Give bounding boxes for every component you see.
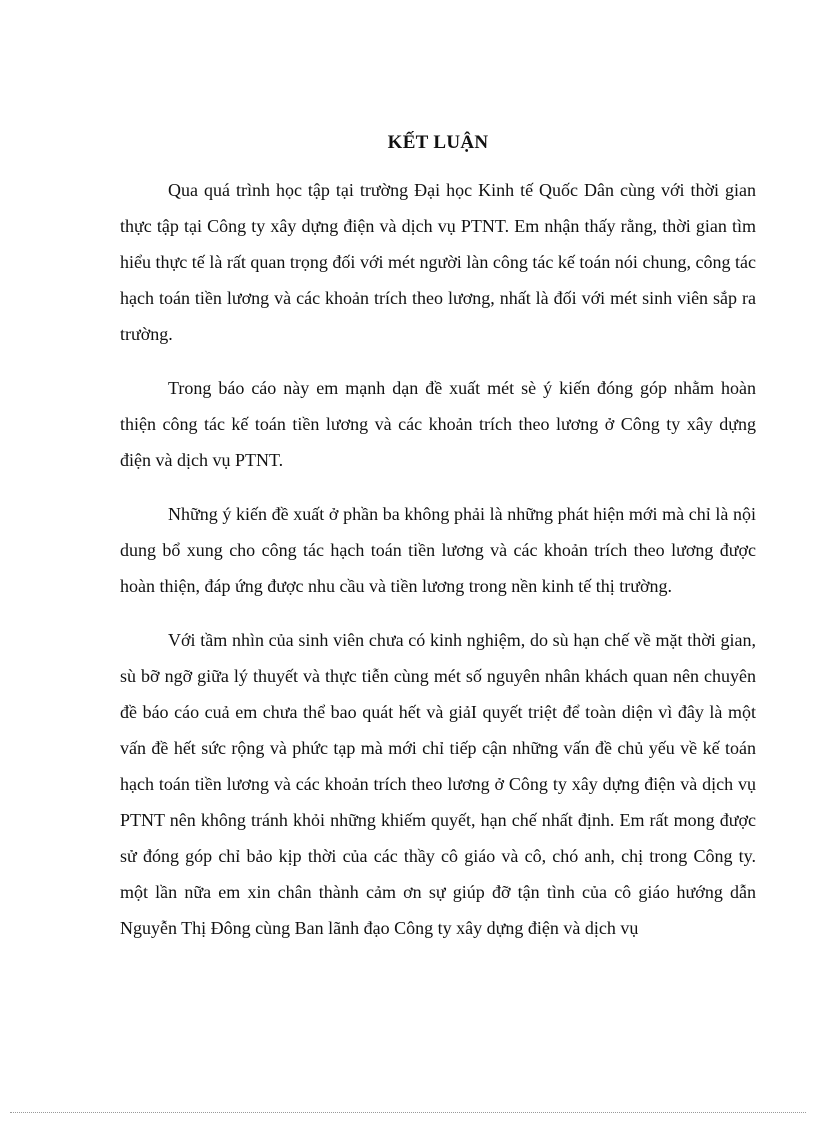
page-bottom-divider xyxy=(10,1112,806,1113)
page-title: KẾT LUẬN xyxy=(387,132,489,153)
document-body xyxy=(120,132,756,964)
paragraph-3: Những ý kiến đề xuất ở phần ba không phải là những phát hiện mới mà chỉ là nội dung bổ xung cho công tác hạch toán tiền lương và các khoản trích theo lương được hoàn thiện, đáp ứng được nhu cầu và tiền lương trong nền kinh tế thị trường. xyxy=(120,504,756,596)
paragraph-4: Với tầm nhìn của sinh viên chưa có kinh nghiệm, do sù hạn chế về mặt thời gian, sù bỡ ngỡ giữa lý thuyết và thực tiễn cùng mét số nguyên nhân khách quan nên chuyên đề báo cáo cuả em chưa thể bao quát hết và giảI quyết triệt để toàn diện vì đây là một vấn đề hết sức rộng và phức tạp mà mới chỉ tiếp cận những vấn đề chủ yếu về kế toán hạch toán tiền lương và các khoản trích theo lương ở Công ty xây dựng điện và dịch vụ PTNT nên không tránh khỏi những khiếm quyết, hạn chế nhất định. Em rất mong được sử đóng góp chỉ bảo kịp thời của các thầy cô giáo và cô, chó anh, chị trong Công ty. một lần nữa em xin chân thành cảm ơn sự giúp đỡ tận tình của cô giáo hướng dẫn Nguyễn Thị Đông cùng Ban lãnh đạo Công ty xây dựng điện và dịch vụ xyxy=(120,630,756,938)
paragraph-1: Qua quá trình học tập tại trường Đại học Kinh tế Quốc Dân cùng với thời gian thực tập tại Công ty xây dựng điện và dịch vụ PTNT. Em nhận thấy rằng, thời gian tìm hiểu thực tế là rất quan trọng đối với mét người làn công tác kế toán nói chung, công tác hạch toán tiền lương và các khoản trích theo lương, nhất là đối với mét sinh viên sắp ra trường. xyxy=(120,180,756,344)
paragraph-2: Trong báo cáo này em mạnh dạn đề xuất mét sè ý kiến đóng góp nhằm hoàn thiện công tác kế toán tiền lương và các khoản trích theo lương ở Công ty xây dựng điện và dịch vụ PTNT. xyxy=(120,378,756,470)
